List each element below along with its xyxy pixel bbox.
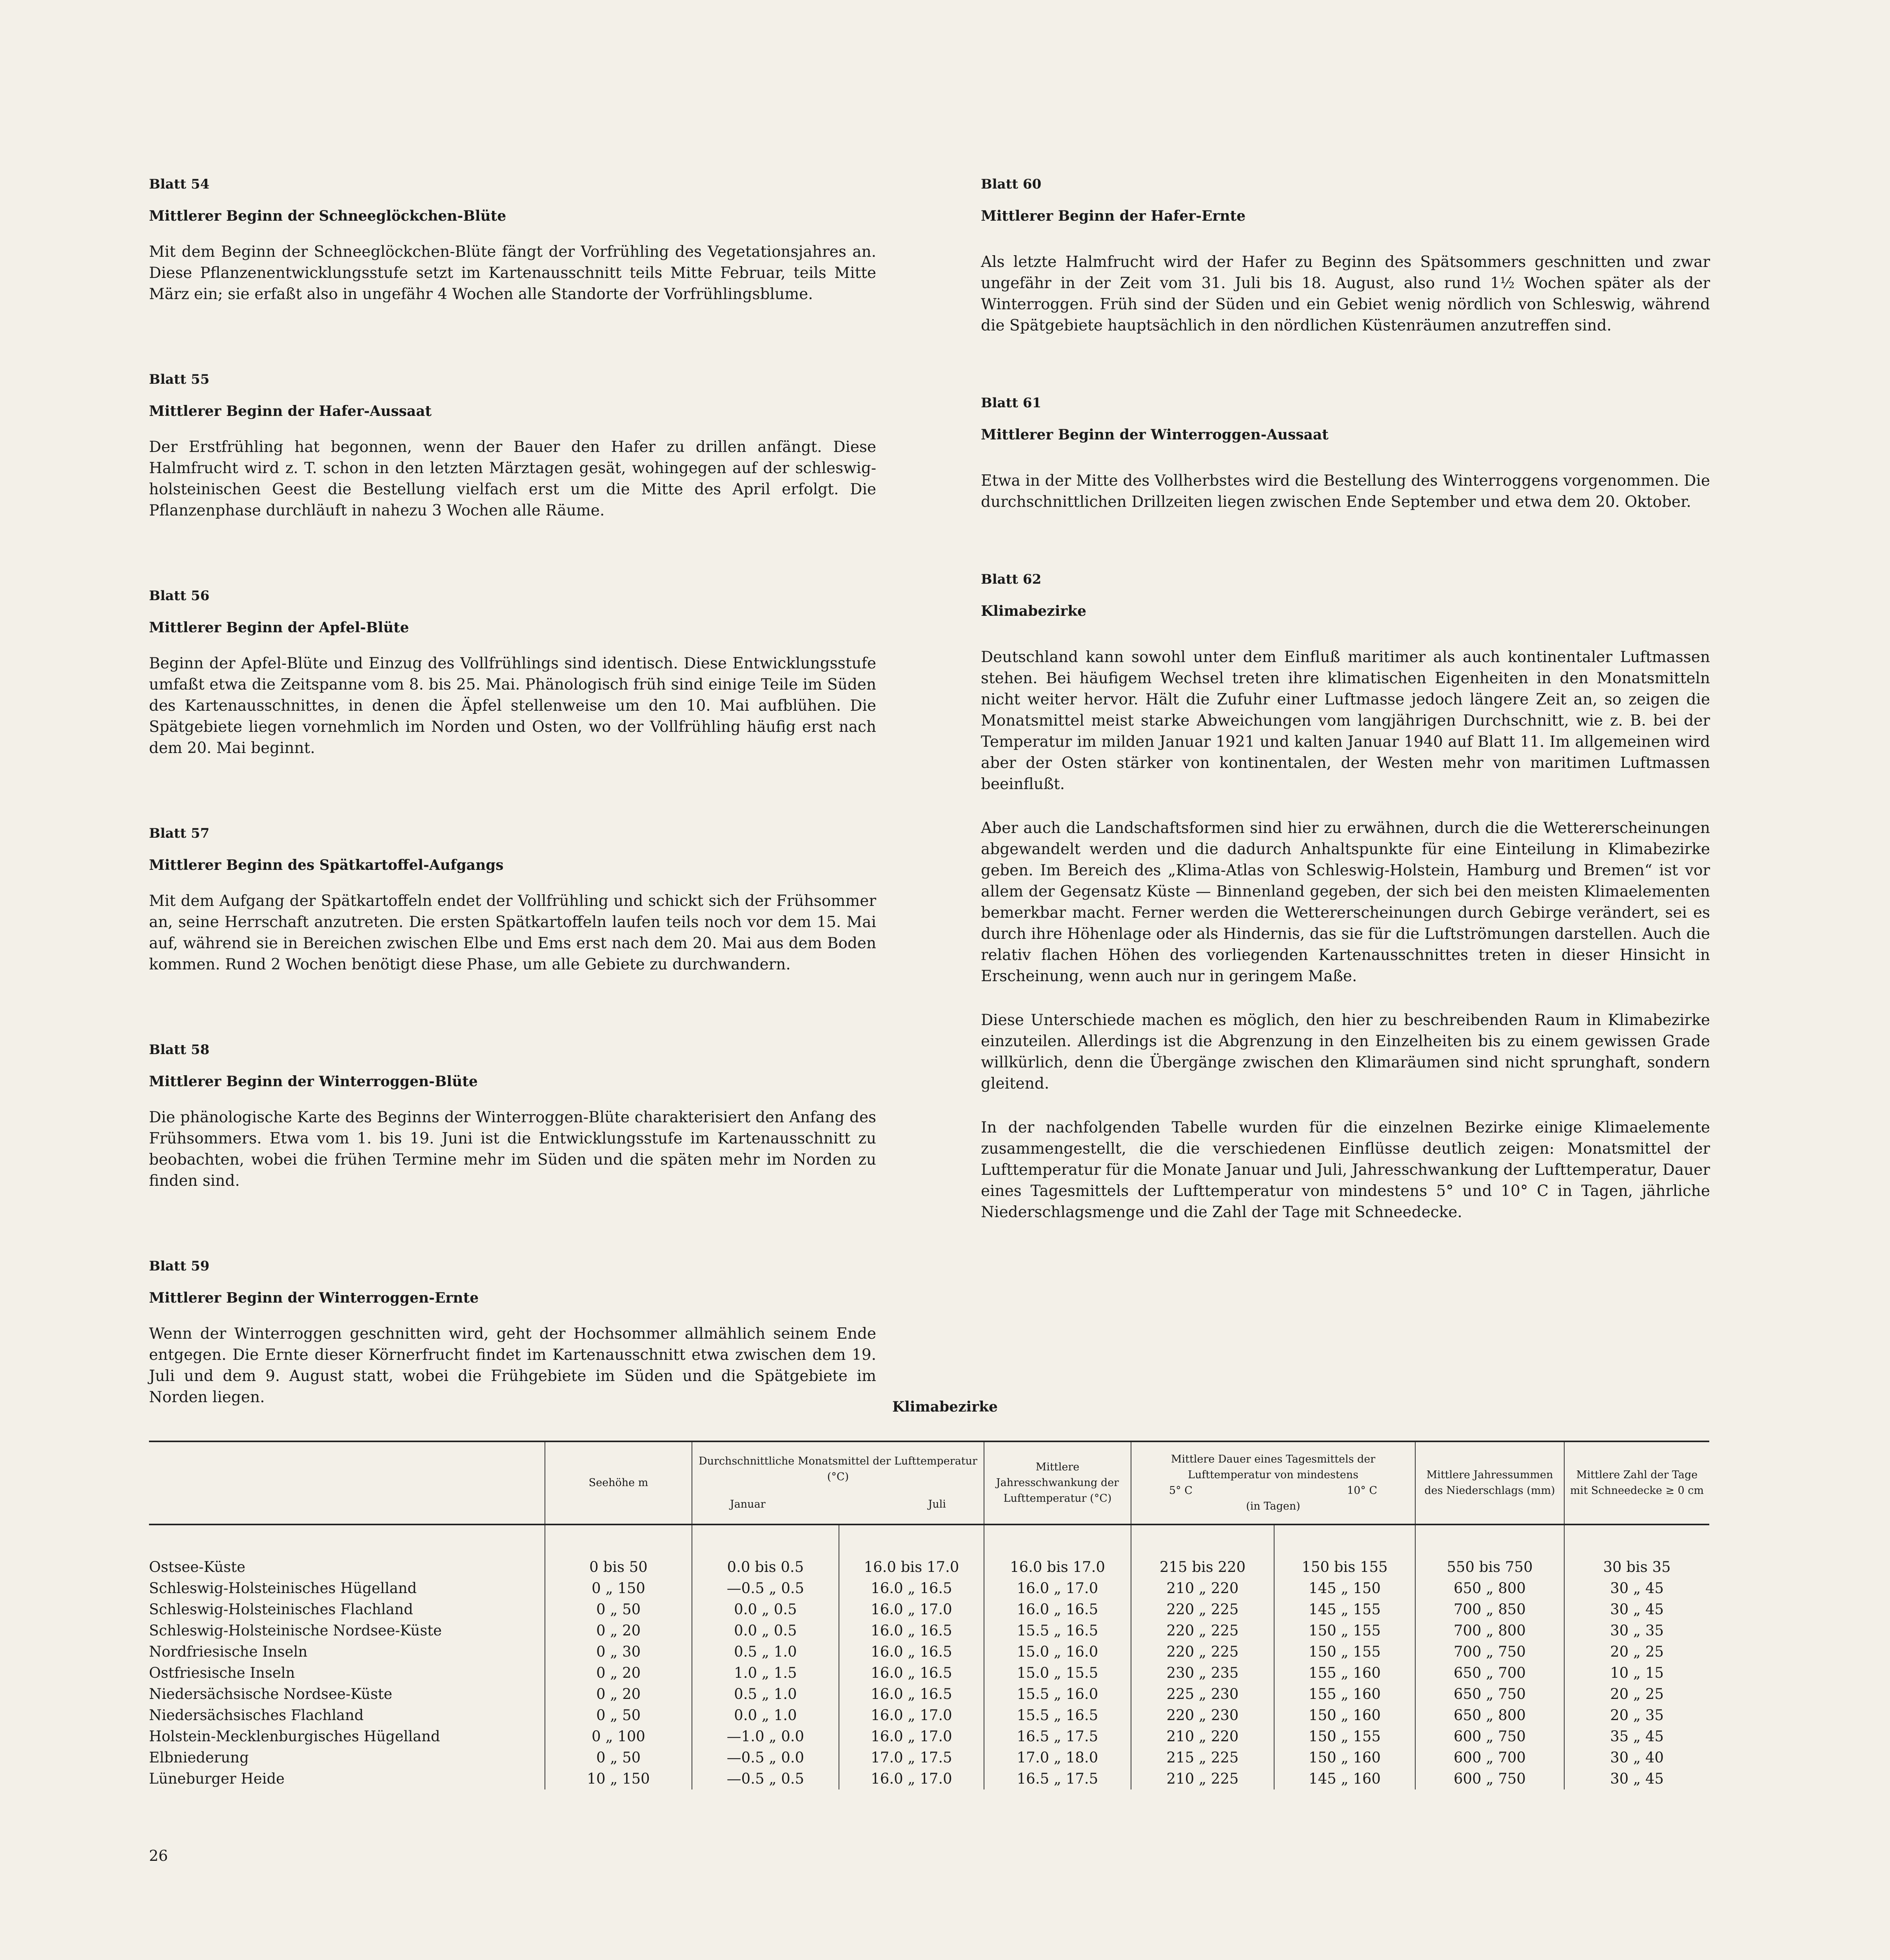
table-cell: 0 „ 20 <box>545 1620 692 1641</box>
section-blatt-61 <box>981 395 1710 513</box>
table-cell: 700 „ 800 <box>1415 1620 1564 1641</box>
table-cell: 16.0 „ 17.0 <box>839 1726 984 1747</box>
table-cell: 230 „ 235 <box>1131 1662 1274 1684</box>
section-title: Mittlerer Beginn der Schneeglöckchen-Blüte <box>149 208 507 224</box>
table-cell: 150 „ 155 <box>1274 1726 1415 1747</box>
table-row <box>149 1768 1709 1789</box>
table-cell: 650 „ 700 <box>1415 1662 1564 1684</box>
table-row <box>149 1705 1709 1726</box>
table-cell: 17.0 „ 18.0 <box>984 1747 1131 1768</box>
bezirk-name-cell: Niedersächsisches Flachland <box>149 1707 364 1724</box>
table-cell: 16.0 „ 17.0 <box>839 1768 984 1789</box>
table-cell: 15.0 „ 16.0 <box>984 1641 1131 1662</box>
header-monatsmittel <box>692 1441 984 1524</box>
header-dauer-unit: (in Tagen) <box>1246 1500 1300 1512</box>
header-schnee: Mittlere Zahl der Tage mit Schneedecke ≥ 0 cm <box>1564 1441 1709 1524</box>
table-cell: 16.0 „ 16.5 <box>984 1599 1131 1620</box>
section-text: Mit dem Beginn der Schneeglöckchen-Blüte fängt der Vorfrühling des Vegetationsjahres an. Diese Pflanzenentwicklungsstufe setzt im Kartenausschnitt teils Mitte Februar, teils Mitte März ein; sie erfaßt also in ungefähr 4 Wochen alle Standorte der Vorfrühlingsblume. <box>149 243 876 303</box>
table-cell: 650 „ 750 <box>1415 1684 1564 1705</box>
section-text: Der Erstfrühling hat begonnen, wenn der Bauer den Hafer zu drillen anfängt. Diese Halmfrucht wird z. T. schon in den letzten Märztagen gesät, wohingegen auf der schleswig-holsteinischen Geest die Bestellung vielfach erst um die Mitte des April erfolgt. Die Pflanzenphase durchläuft in nahezu 3 Wochen alle Räume. <box>149 438 876 519</box>
table-cell: 155 „ 160 <box>1274 1684 1415 1705</box>
header-juli: Juli <box>928 1498 946 1510</box>
section-title: Mittlerer Beginn des Spätkartoffel-Aufgangs <box>149 857 504 873</box>
bezirk-name-cell: Schleswig-Holsteinisches Hügelland <box>149 1580 417 1597</box>
table-cell: 15.5 „ 16.0 <box>984 1684 1131 1705</box>
section-number: Blatt 55 <box>149 372 210 387</box>
section-title: Mittlerer Beginn der Hafer-Ernte <box>981 208 1246 224</box>
section-title: Mittlerer Beginn der Hafer-Aussaat <box>149 403 432 419</box>
table-cell: 16.0 „ 16.5 <box>839 1641 984 1662</box>
table-cell: 700 „ 850 <box>1415 1599 1564 1620</box>
table-cell: 210 „ 225 <box>1131 1768 1274 1789</box>
section-title: Klimabezirke <box>981 603 1087 619</box>
header-monatsmittel-label: Durchschnittliche Monatsmittel der Lufttemperatur (°C) <box>699 1455 977 1483</box>
section-text: Wenn der Winterroggen geschnitten wird, geht der Hochsommer allmählich seinem Ende entgegen. Die Ernte dieser Körnerfrucht findet im Kartenausschnitt etwa zwischen dem 19. Juli und dem 9. August statt, wobei die Frühgebiete im Süden und die Spätgebiete im Norden liegen. <box>149 1325 876 1406</box>
table-row <box>149 1726 1709 1747</box>
header-jahresschwankung: Mittlere Jahresschwankung der Lufttemperatur (°C) <box>984 1441 1131 1524</box>
table-cell: 15.5 „ 16.5 <box>984 1620 1131 1641</box>
page-number: 26 <box>149 1847 168 1864</box>
table-cell: 215 bis 220 <box>1131 1557 1274 1578</box>
section-number: Blatt 54 <box>149 176 210 192</box>
table-cell: 145 „ 160 <box>1274 1768 1415 1789</box>
table-row <box>149 1599 1709 1620</box>
table-cell: 16.5 „ 17.5 <box>984 1768 1131 1789</box>
table-cell: 0.5 „ 1.0 <box>692 1641 839 1662</box>
bezirk-name-cell: Niedersächsische Nordsee-Küste <box>149 1686 392 1702</box>
section-text: Die phänologische Karte des Beginns der Winterroggen-Blüte charakterisiert den Anfang des Frühsommers. Etwa vom 1. bis 19. Juni ist die Entwicklungsstufe im Kartenausschnitt zu beobachten, wobei die frühen Termine mehr im Süden und die späten mehr im Norden zu finden sind. <box>149 1109 876 1190</box>
table-cell: 210 „ 220 <box>1131 1578 1274 1599</box>
table-cell: 0 „ 50 <box>545 1747 692 1768</box>
section-text: Mit dem Aufgang der Spätkartoffeln endet der Vollfrühling und schickt sich der Frühsommer an, seine Herrschaft anzutreten. Die ersten Spätkartoffeln laufen teils noch vor dem 15. Mai auf, während sie in Bereichen zwischen Elbe und Ems erst nach dem 20. Mai aus dem Boden kommen. Rund 2 Wochen benötigt diese Phase, um alle Gebiete zu durchwandern. <box>149 892 876 973</box>
table-cell: 17.0 „ 17.5 <box>839 1747 984 1768</box>
section-blatt-54 <box>149 176 876 305</box>
section-title: Mittlerer Beginn der Winterroggen-Blüte <box>149 1073 478 1090</box>
table-cell: 220 „ 225 <box>1131 1599 1274 1620</box>
header-bezirk <box>149 1441 545 1524</box>
table-row <box>149 1641 1709 1662</box>
header-niederschlag: Mittlere Jahressummen des Niederschlags (mm) <box>1415 1441 1564 1524</box>
section-number: Blatt 60 <box>981 176 1042 192</box>
table-cell: 150 „ 155 <box>1274 1641 1415 1662</box>
table-cell: 15.5 „ 16.5 <box>984 1705 1131 1726</box>
table-cell: 16.0 „ 17.0 <box>839 1599 984 1620</box>
section-blatt-57 <box>149 826 876 975</box>
section-paragraph: Diese Unterschiede machen es möglich, den hier zu beschreibenden Raum in Klimabezirke einzuteilen. Allerdings ist die Abgrenzung in den Einzelheiten bis zu einem gewissen Grade willkürlich, denn die Übergänge zwischen den Klimaräumen sind nicht sprunghaft, sondern gleitend. <box>981 1011 1710 1093</box>
table-cell: 30 „ 40 <box>1564 1747 1709 1768</box>
section-paragraph: In der nachfolgenden Tabelle wurden für die einzelnen Bezirke einige Klimaelemente zusammengestellt, die die verschiedenen Einflüsse deutlich zeigen: Monatsmittel der Lufttemperatur für die Monate Januar und Juli, Jahresschwankung der Lufttemperatur, Dauer eines Tagesmittels der Lufttemperatur von mindestens 5° und 10° C in Tagen, jährliche Niederschlagsmenge und die Zahl der Tage mit Schneedecke. <box>981 1119 1710 1221</box>
bezirk-name-cell: Ostsee-Küste <box>149 1559 245 1575</box>
bezirk-name-cell: Elbniederung <box>149 1749 249 1766</box>
table-cell: 0.0 „ 1.0 <box>692 1705 839 1726</box>
table-cell: 150 „ 160 <box>1274 1705 1415 1726</box>
header-dauer-5: 5° C <box>1169 1485 1193 1497</box>
header-dauer <box>1131 1441 1415 1524</box>
bezirk-name-cell: Schleswig-Holsteinische Nordsee-Küste <box>149 1622 442 1639</box>
table-cell: 0 „ 150 <box>545 1578 692 1599</box>
table-cell: 0 „ 20 <box>545 1684 692 1705</box>
section-number: Blatt 59 <box>149 1258 210 1274</box>
table-cell: —1.0 „ 0.0 <box>692 1726 839 1747</box>
header-dauer-10: 10° C <box>1347 1485 1377 1497</box>
table-header-row <box>149 1441 1709 1524</box>
section-text: Als letzte Halmfrucht wird der Hafer zu Beginn des Spätsommers geschnitten und zwar ungefähr in der Zeit vom 31. Juli bis 18. August, also rund 1½ Wochen später als der Winterroggen. Früh sind der Süden und ein Gebiet wenig nördlich von Schleswig, während die Spätgebiete hauptsächlich in den nördlichen Küstenräumen anzutreffen sind. <box>981 253 1710 334</box>
table-cell: 16.5 „ 17.5 <box>984 1726 1131 1747</box>
header-seehoehe: Seehöhe m <box>545 1441 692 1524</box>
table-cell: 15.0 „ 15.5 <box>984 1662 1131 1684</box>
section-paragraph: Aber auch die Landschaftsformen sind hier zu erwähnen, durch die die Wettererscheinungen abgewandelt werden und die dadurch Anhaltspunkte für eine Einteilung in Klimabezirke geben. Im Bereich des „Klima-Atlas von Schleswig-Holstein, Hamburg und Bremen“ ist vor allem der Gegensatz Küste — Binnenland gegeben, der sich bei den meisten Klimaelementen bemerkbar macht. Ferner werden die Wettererscheinungen durch Gebirge verändert, sei es durch ihre Höhenlage oder als Hindernis, das sie für die Luftströmungen darstellen. Auch die relativ flachen Höhen des vorliegenden Kartenausschnittes treten in dieser Hinsicht in Erscheinung, wenn auch nur in geringem Maße. <box>981 819 1710 985</box>
table-row <box>149 1662 1709 1684</box>
table-cell: 16.0 „ 17.0 <box>984 1578 1131 1599</box>
section-title: Mittlerer Beginn der Apfel-Blüte <box>149 619 409 636</box>
table-cell: 0 bis 50 <box>545 1557 692 1578</box>
table-cell: —0.5 „ 0.5 <box>692 1578 839 1599</box>
table-cell: 145 „ 150 <box>1274 1578 1415 1599</box>
table-cell: 16.0 „ 16.5 <box>839 1684 984 1705</box>
table-cell: 600 „ 750 <box>1415 1726 1564 1747</box>
left-column <box>149 176 876 1475</box>
table-cell: 30 „ 35 <box>1564 1620 1709 1641</box>
table-cell: 20 „ 35 <box>1564 1705 1709 1726</box>
table-cell: 215 „ 225 <box>1131 1747 1274 1768</box>
bezirk-name-cell: Lüneburger Heide <box>149 1770 285 1787</box>
table-cell: 20 „ 25 <box>1564 1641 1709 1662</box>
right-column <box>981 176 1710 1282</box>
table-cell: 0.5 „ 1.0 <box>692 1684 839 1705</box>
section-blatt-60 <box>981 176 1710 336</box>
section-number: Blatt 58 <box>149 1042 210 1058</box>
table-cell: 20 „ 25 <box>1564 1684 1709 1705</box>
table-cell: 16.0 „ 16.5 <box>839 1578 984 1599</box>
table-cell: 155 „ 160 <box>1274 1662 1415 1684</box>
table-cell: 10 „ 150 <box>545 1768 692 1789</box>
bezirk-name-cell: Holstein-Mecklenburgisches Hügelland <box>149 1728 440 1745</box>
table-row <box>149 1684 1709 1705</box>
section-blatt-56 <box>149 588 876 759</box>
table-cell: 16.0 bis 17.0 <box>984 1557 1131 1578</box>
table-row <box>149 1578 1709 1599</box>
header-januar: Januar <box>730 1498 766 1510</box>
header-dauer-label: Mittlere Dauer eines Tagesmittels der Lufttemperatur von mindestens <box>1171 1453 1376 1481</box>
table-cell: 220 „ 225 <box>1131 1641 1274 1662</box>
table-cell: 30 „ 45 <box>1564 1578 1709 1599</box>
table-cell: 220 „ 230 <box>1131 1705 1274 1726</box>
table-cell: 1.0 „ 1.5 <box>692 1662 839 1684</box>
table-cell: 650 „ 800 <box>1415 1705 1564 1726</box>
bezirk-name-cell: Ostfriesische Inseln <box>149 1664 295 1681</box>
table-cell: 650 „ 800 <box>1415 1578 1564 1599</box>
table-cell: 225 „ 230 <box>1131 1684 1274 1705</box>
table-cell: 0 „ 30 <box>545 1641 692 1662</box>
table-cell: 0 „ 100 <box>545 1726 692 1747</box>
table-row <box>149 1620 1709 1641</box>
section-blatt-58 <box>149 1042 876 1192</box>
table-cell: 30 bis 35 <box>1564 1557 1709 1578</box>
section-blatt-55 <box>149 372 876 521</box>
table-cell: 550 bis 750 <box>1415 1557 1564 1578</box>
table-cell: 16.0 „ 16.5 <box>839 1620 984 1641</box>
section-title: Mittlerer Beginn der Winterroggen-Ernte <box>149 1290 479 1306</box>
table-cell: 10 „ 15 <box>1564 1662 1709 1684</box>
table-cell: 150 „ 160 <box>1274 1747 1415 1768</box>
table-row <box>149 1557 1709 1578</box>
table-cell: 0 „ 20 <box>545 1662 692 1684</box>
table-cell: 210 „ 220 <box>1131 1726 1274 1747</box>
klimabezirke-table <box>149 1441 1709 1789</box>
section-number: Blatt 62 <box>981 572 1042 587</box>
bezirk-name-cell: Schleswig-Holsteinisches Flachland <box>149 1601 413 1618</box>
table-cell: 150 bis 155 <box>1274 1557 1415 1578</box>
bezirk-name-cell: Nordfriesische Inseln <box>149 1643 308 1660</box>
section-text: Beginn der Apfel-Blüte und Einzug des Vollfrühlings sind identisch. Diese Entwicklungsstufe umfaßt etwa die Zeitspanne vom 8. bis 25. Mai. Phänologisch früh sind einige Teile im Süden des Kartenausschnittes, in denen die Äpfel stellenweise um den 10. Mai aufblühen. Die Spätgebiete liegen vornehmlich im Norden und Osten, wo der Vollfrühling häufig erst nach dem 20. Mai beginnt. <box>149 655 876 757</box>
table-cell: 600 „ 750 <box>1415 1768 1564 1789</box>
section-paragraph: Deutschland kann sowohl unter dem Einfluß maritimer als auch kontinentaler Luftmassen stehen. Bei häufigem Wechsel treten ihre klimatischen Eigenheiten in den Monatsmitteln nicht weiter hervor. Hält die Zufuhr einer Luftmasse jedoch längere Zeit an, so zeigen die Monatsmittel meist starke Abweichungen vom langjährigen Durchschnitt, wie z. B. bei der Temperatur im milden Januar 1921 und kalten Januar 1940 auf Blatt 11. Im allgemeinen wird aber der Osten stärker von kontinentalen, der Westen mehr von maritimen Luftmassen beeinflußt. <box>981 648 1710 793</box>
section-blatt-62 <box>981 572 1710 1223</box>
table-cell: 0.0 „ 0.5 <box>692 1599 839 1620</box>
table-cell: 30 „ 45 <box>1564 1599 1709 1620</box>
table-cell: 0.0 „ 0.5 <box>692 1620 839 1641</box>
table-cell: —0.5 „ 0.0 <box>692 1747 839 1768</box>
section-number: Blatt 57 <box>149 826 210 841</box>
table-title: Klimabezirke <box>892 1399 998 1415</box>
table-cell: 0 „ 50 <box>545 1705 692 1726</box>
section-number: Blatt 56 <box>149 588 210 604</box>
table-row <box>149 1747 1709 1768</box>
table-cell: 700 „ 750 <box>1415 1641 1564 1662</box>
section-text: Etwa in der Mitte des Vollherbstes wird die Bestellung des Winterroggens vorgenommen. Die durchschnittlichen Drillzeiten liegen zwischen Ende September und etwa dem 20. Oktober. <box>981 472 1710 511</box>
table-cell: 0.0 bis 0.5 <box>692 1557 839 1578</box>
section-blatt-59 <box>149 1258 876 1408</box>
table-cell: 30 „ 45 <box>1564 1768 1709 1789</box>
table-cell: 220 „ 225 <box>1131 1620 1274 1641</box>
table-cell: 16.0 „ 16.5 <box>839 1662 984 1684</box>
table-cell: 150 „ 155 <box>1274 1620 1415 1641</box>
section-number: Blatt 61 <box>981 395 1042 411</box>
table-cell: 0 „ 50 <box>545 1599 692 1620</box>
table-cell: 600 „ 700 <box>1415 1747 1564 1768</box>
table-cell: 145 „ 155 <box>1274 1599 1415 1620</box>
table-cell: —0.5 „ 0.5 <box>692 1768 839 1789</box>
table-cell: 35 „ 45 <box>1564 1726 1709 1747</box>
section-title: Mittlerer Beginn der Winterroggen-Aussaat <box>981 426 1329 443</box>
table-cell: 16.0 „ 17.0 <box>839 1705 984 1726</box>
table-cell: 16.0 bis 17.0 <box>839 1557 984 1578</box>
